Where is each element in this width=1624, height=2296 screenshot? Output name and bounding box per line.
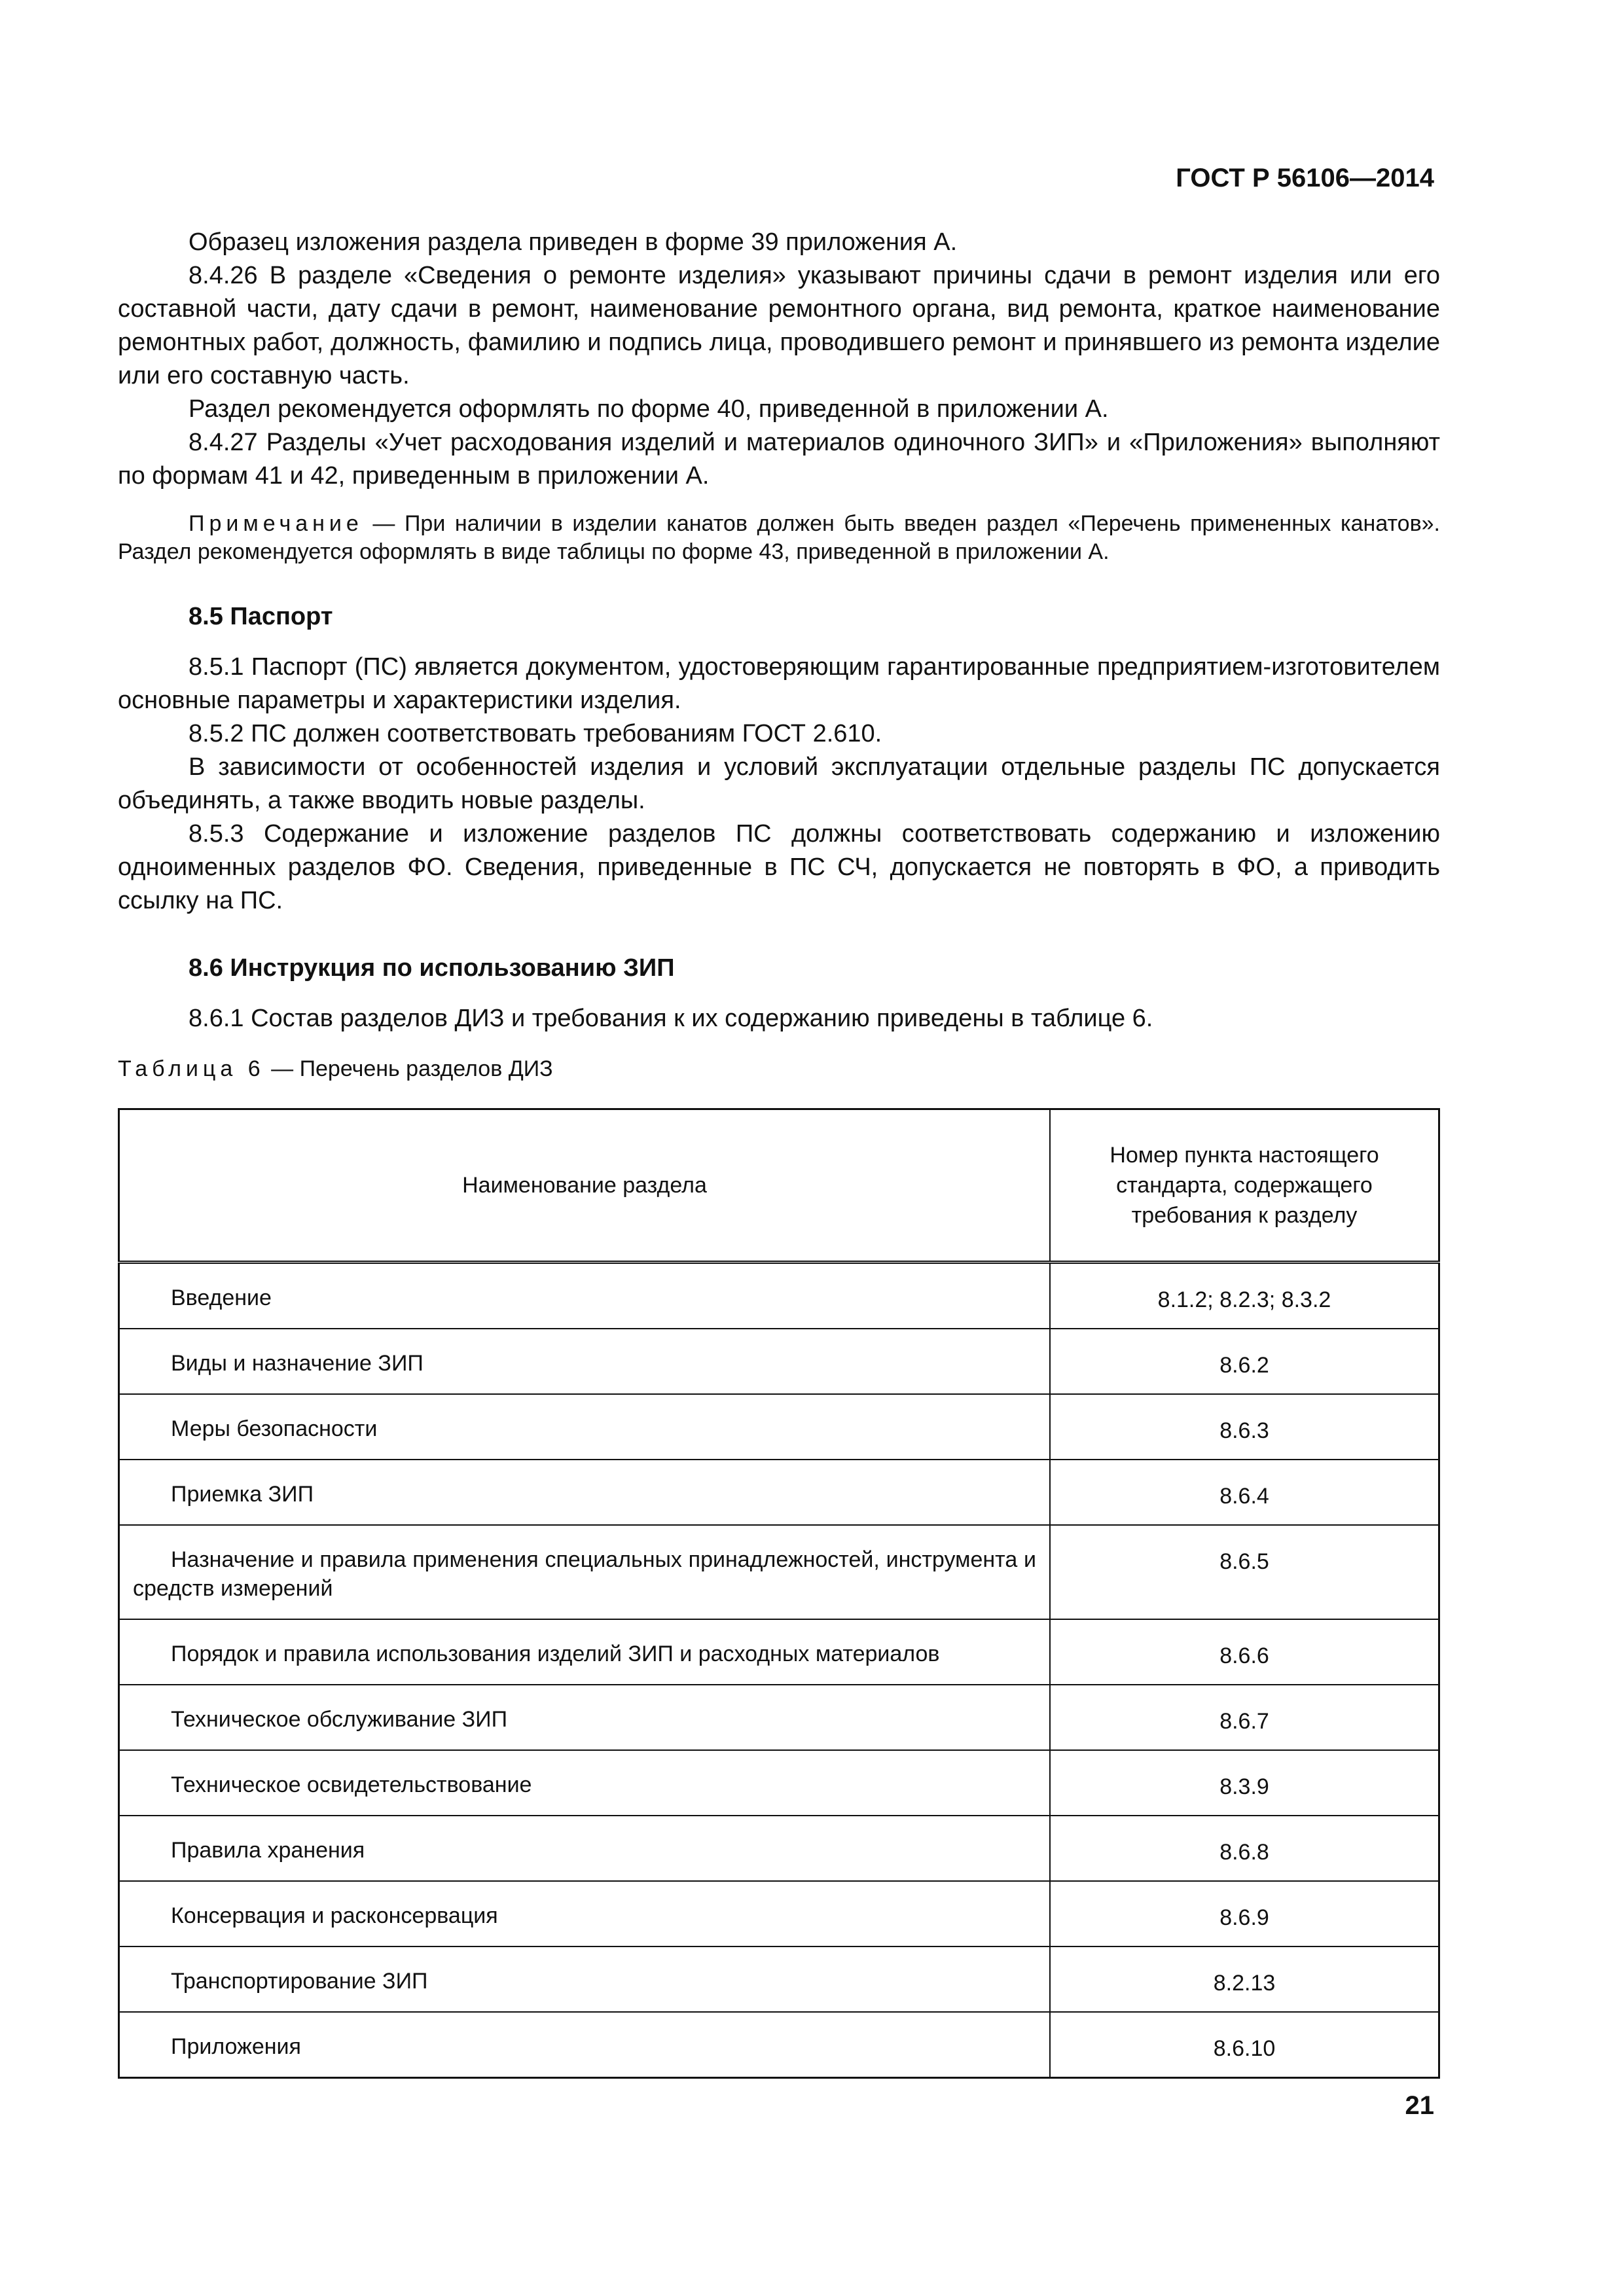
paragraph: В зависимости от особенностей изделия и условий эксплуатации отдельные разделы ПС допускается объединять, а также вводить новые разделы. (118, 753, 1440, 814)
section-name-cell: Меры безопасности (119, 1394, 1051, 1460)
section-name-cell: Техническое освидетельствование (119, 1750, 1051, 1816)
table-header-row (119, 1109, 1439, 1263)
column-header-name: Наименование раздела (119, 1109, 1051, 1263)
sections-table (118, 1108, 1440, 2079)
section-name-cell: Консервация и расконсервация (119, 1881, 1051, 1946)
table-row (119, 2012, 1439, 2078)
table-row (119, 1525, 1439, 1619)
paragraph: Образец изложения раздела приведен в форме 39 приложения А. (189, 228, 958, 256)
table-caption-label: Таблица 6 (118, 1056, 265, 1081)
clause-number-cell: 8.6.3 (1050, 1394, 1439, 1460)
page-number: 21 (1405, 2091, 1434, 2120)
section-name-cell: Введение (119, 1263, 1051, 1329)
table-row (119, 1619, 1439, 1685)
standard-code: ГОСТ Р 56106—2014 (1176, 164, 1434, 192)
section-name-cell: Приложения (119, 2012, 1051, 2078)
table-row (119, 1946, 1439, 2012)
paragraph: 8.5.1 Паспорт (ПС) является документом, удостоверяющим гарантированные предприятием-изготовителем основные параметры и характеристики изделия. (118, 653, 1440, 714)
section-name-cell: Техническое обслуживание ЗИП (119, 1685, 1051, 1750)
clause-number-cell: 8.6.4 (1050, 1460, 1439, 1525)
table-row (119, 1881, 1439, 1946)
table-row (119, 1329, 1439, 1394)
table-row (119, 1816, 1439, 1881)
paragraph: 8.6.1 Состав разделов ДИЗ и требования к их содержанию приведены в таблице 6. (189, 1005, 1153, 1032)
section-heading-8-5: 8.5 Паспорт (189, 603, 333, 630)
section-name-cell: Виды и назначение ЗИП (119, 1329, 1051, 1394)
section-name-cell: Приемка ЗИП (119, 1460, 1051, 1525)
section-name-cell: Назначение и правила применения специальных принадлежностей, инструмента и средств измерений (119, 1525, 1051, 1619)
paragraph: 8.5.3 Содержание и изложение разделов ПС должны соответствовать содержанию и изложению одноименных разделов ФО. Сведения, приведенные в ПС СЧ, допускается не повторять в ФО, а приводить ссылку на ПС. (118, 820, 1440, 914)
note-text: — При наличии в изделии канатов должен быть введен раздел «Перечень примененных канатов». Раздел рекомендуется оформлять в виде таблицы по форме 43, приведенной в приложении А. (118, 511, 1440, 564)
paragraph: Раздел рекомендуется оформлять по форме 40, приведенной в приложении А. (189, 395, 1109, 423)
clause-number-cell: 8.1.2; 8.2.3; 8.3.2 (1050, 1263, 1439, 1329)
paragraph: 8.4.26 В разделе «Сведения о ремонте изделия» указывают причины сдачи в ремонт изделия или его составной части, дату сдачи в ремонт, наименование ремонтного органа, вид ремонта, краткое наименование ремонтных работ, должность, фамилию и подпись лица, проводившего ремонт и принявшего из ремонта изделие или его составную часть. (118, 262, 1440, 389)
paragraph: 8.5.2 ПС должен соответствовать требованиям ГОСТ 2.610. (189, 720, 882, 747)
clause-number-cell: 8.6.6 (1050, 1619, 1439, 1685)
table-caption (118, 1052, 1440, 1086)
clause-number-cell: 8.6.10 (1050, 2012, 1439, 2078)
section-name-cell: Порядок и правила использования изделий ЗИП и расходных материалов (119, 1619, 1051, 1685)
clause-number-cell: 8.3.9 (1050, 1750, 1439, 1816)
section-name-cell: Транспортирование ЗИП (119, 1946, 1051, 2012)
clause-number-cell: 8.2.13 (1050, 1946, 1439, 2012)
table-row (119, 1460, 1439, 1525)
note (118, 510, 1440, 566)
column-header-number: Номер пункта настоящего стандарта, содержащего требования к разделу (1050, 1109, 1439, 1263)
table-caption-text: — Перечень разделов ДИЗ (264, 1056, 553, 1081)
section-heading-8-6: 8.6 Инструкция по использованию ЗИП (189, 954, 675, 982)
table-row (119, 1394, 1439, 1460)
section-name-cell: Правила хранения (119, 1816, 1051, 1881)
clause-number-cell: 8.6.8 (1050, 1816, 1439, 1881)
table-row (119, 1750, 1439, 1816)
clause-number-cell: 8.6.9 (1050, 1881, 1439, 1946)
paragraph: 8.4.27 Разделы «Учет расходования изделий и материалов одиночного ЗИП» и «Приложения» выполняют по формам 41 и 42, приведенным в приложении А. (118, 429, 1440, 490)
table-row (119, 1685, 1439, 1750)
clause-number-cell: 8.6.7 (1050, 1685, 1439, 1750)
page-content (118, 226, 1440, 2079)
clause-number-cell: 8.6.2 (1050, 1329, 1439, 1394)
note-label: Примечание (189, 511, 363, 536)
table-row (119, 1263, 1439, 1329)
clause-number-cell: 8.6.5 (1050, 1525, 1439, 1619)
